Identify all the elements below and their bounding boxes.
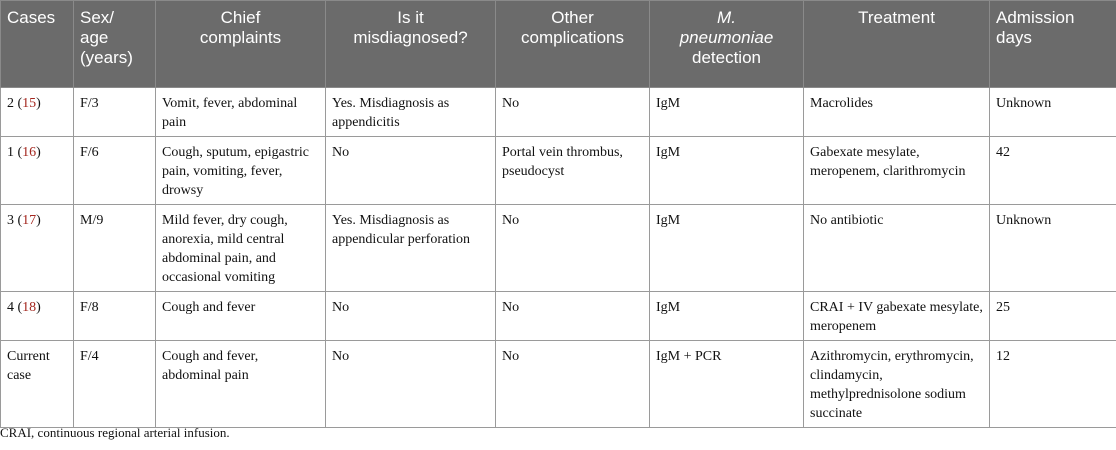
cell-detection: IgM (650, 88, 804, 137)
cell-admission: Unknown (990, 205, 1116, 292)
header-chief-complaints: Chief complaints (156, 1, 326, 88)
cell-misdiagnosed: No (326, 137, 496, 205)
cell-treatment: CRAI + IV gabexate mesylate, meropenem (804, 292, 990, 341)
cell-admission: Unknown (990, 88, 1116, 137)
cell-admission: 12 (990, 341, 1116, 428)
header-treatment: Treatment (804, 1, 990, 88)
cell-chief: Cough, sputum, epigastric pain, vomiting, fever, drowsy (156, 137, 326, 205)
cell-detection: IgM (650, 205, 804, 292)
header-sex-age: Sex/ age (years) (74, 1, 156, 88)
cell-chief: Vomit, fever, abdominal pain (156, 88, 326, 137)
header-admission-days: Admission days (990, 1, 1116, 88)
cell-chief: Mild fever, dry cough, anorexia, mild central abdominal pain, and occasional vomiting (156, 205, 326, 292)
cell-chief: Cough and fever (156, 292, 326, 341)
cell-misdiagnosed: No (326, 341, 496, 428)
cell-sex-age: F/4 (74, 341, 156, 428)
header-other-complications: Other complications (496, 1, 650, 88)
cell-misdiagnosed: Yes. Misdiagnosis as appendicitis (326, 88, 496, 137)
table-row (1, 88, 1116, 137)
cell-case: 3 (17) (1, 205, 74, 292)
table-row (1, 292, 1116, 341)
table-row (1, 341, 1116, 428)
cell-sex-age: M/9 (74, 205, 156, 292)
header-row (1, 1, 1116, 88)
header-misdiagnosed: Is it misdiagnosed? (326, 1, 496, 88)
reference-link[interactable]: 17 (22, 213, 37, 228)
cell-other: No (496, 341, 650, 428)
cell-case: Current case (1, 341, 74, 428)
cell-detection: IgM (650, 292, 804, 341)
reference-link[interactable]: 18 (22, 300, 37, 315)
cell-other: No (496, 292, 650, 341)
cell-detection: IgM + PCR (650, 341, 804, 428)
cell-other: No (496, 88, 650, 137)
cell-case: 1 (16) (1, 137, 74, 205)
cell-sex-age: F/3 (74, 88, 156, 137)
header-detection: M. pneumoniae detection (650, 1, 804, 88)
cell-admission: 25 (990, 292, 1116, 341)
reference-link[interactable]: 15 (22, 96, 37, 111)
cell-chief: Cough and fever, abdominal pain (156, 341, 326, 428)
table-footnote: CRAI, continuous regional arterial infusion. (0, 425, 230, 440)
table-row (1, 205, 1116, 292)
cell-treatment: No antibiotic (804, 205, 990, 292)
cell-case: 2 (15) (1, 88, 74, 137)
cell-treatment: Azithromycin, erythromycin, clindamycin, methylprednisolone sodium succinate (804, 341, 990, 428)
cell-misdiagnosed: No (326, 292, 496, 341)
cell-other: No (496, 205, 650, 292)
cell-sex-age: F/6 (74, 137, 156, 205)
cell-treatment: Gabexate mesylate, meropenem, clarithromycin (804, 137, 990, 205)
table-row (1, 137, 1116, 205)
cell-misdiagnosed: Yes. Misdiagnosis as appendicular perforation (326, 205, 496, 292)
cell-other: Portal vein thrombus, pseudocyst (496, 137, 650, 205)
cell-detection: IgM (650, 137, 804, 205)
cell-treatment: Macrolides (804, 88, 990, 137)
cell-sex-age: F/8 (74, 292, 156, 341)
header-cases: Cases (1, 1, 74, 88)
cell-admission: 42 (990, 137, 1116, 205)
reference-link[interactable]: 16 (22, 145, 37, 160)
cell-case: 4 (18) (1, 292, 74, 341)
